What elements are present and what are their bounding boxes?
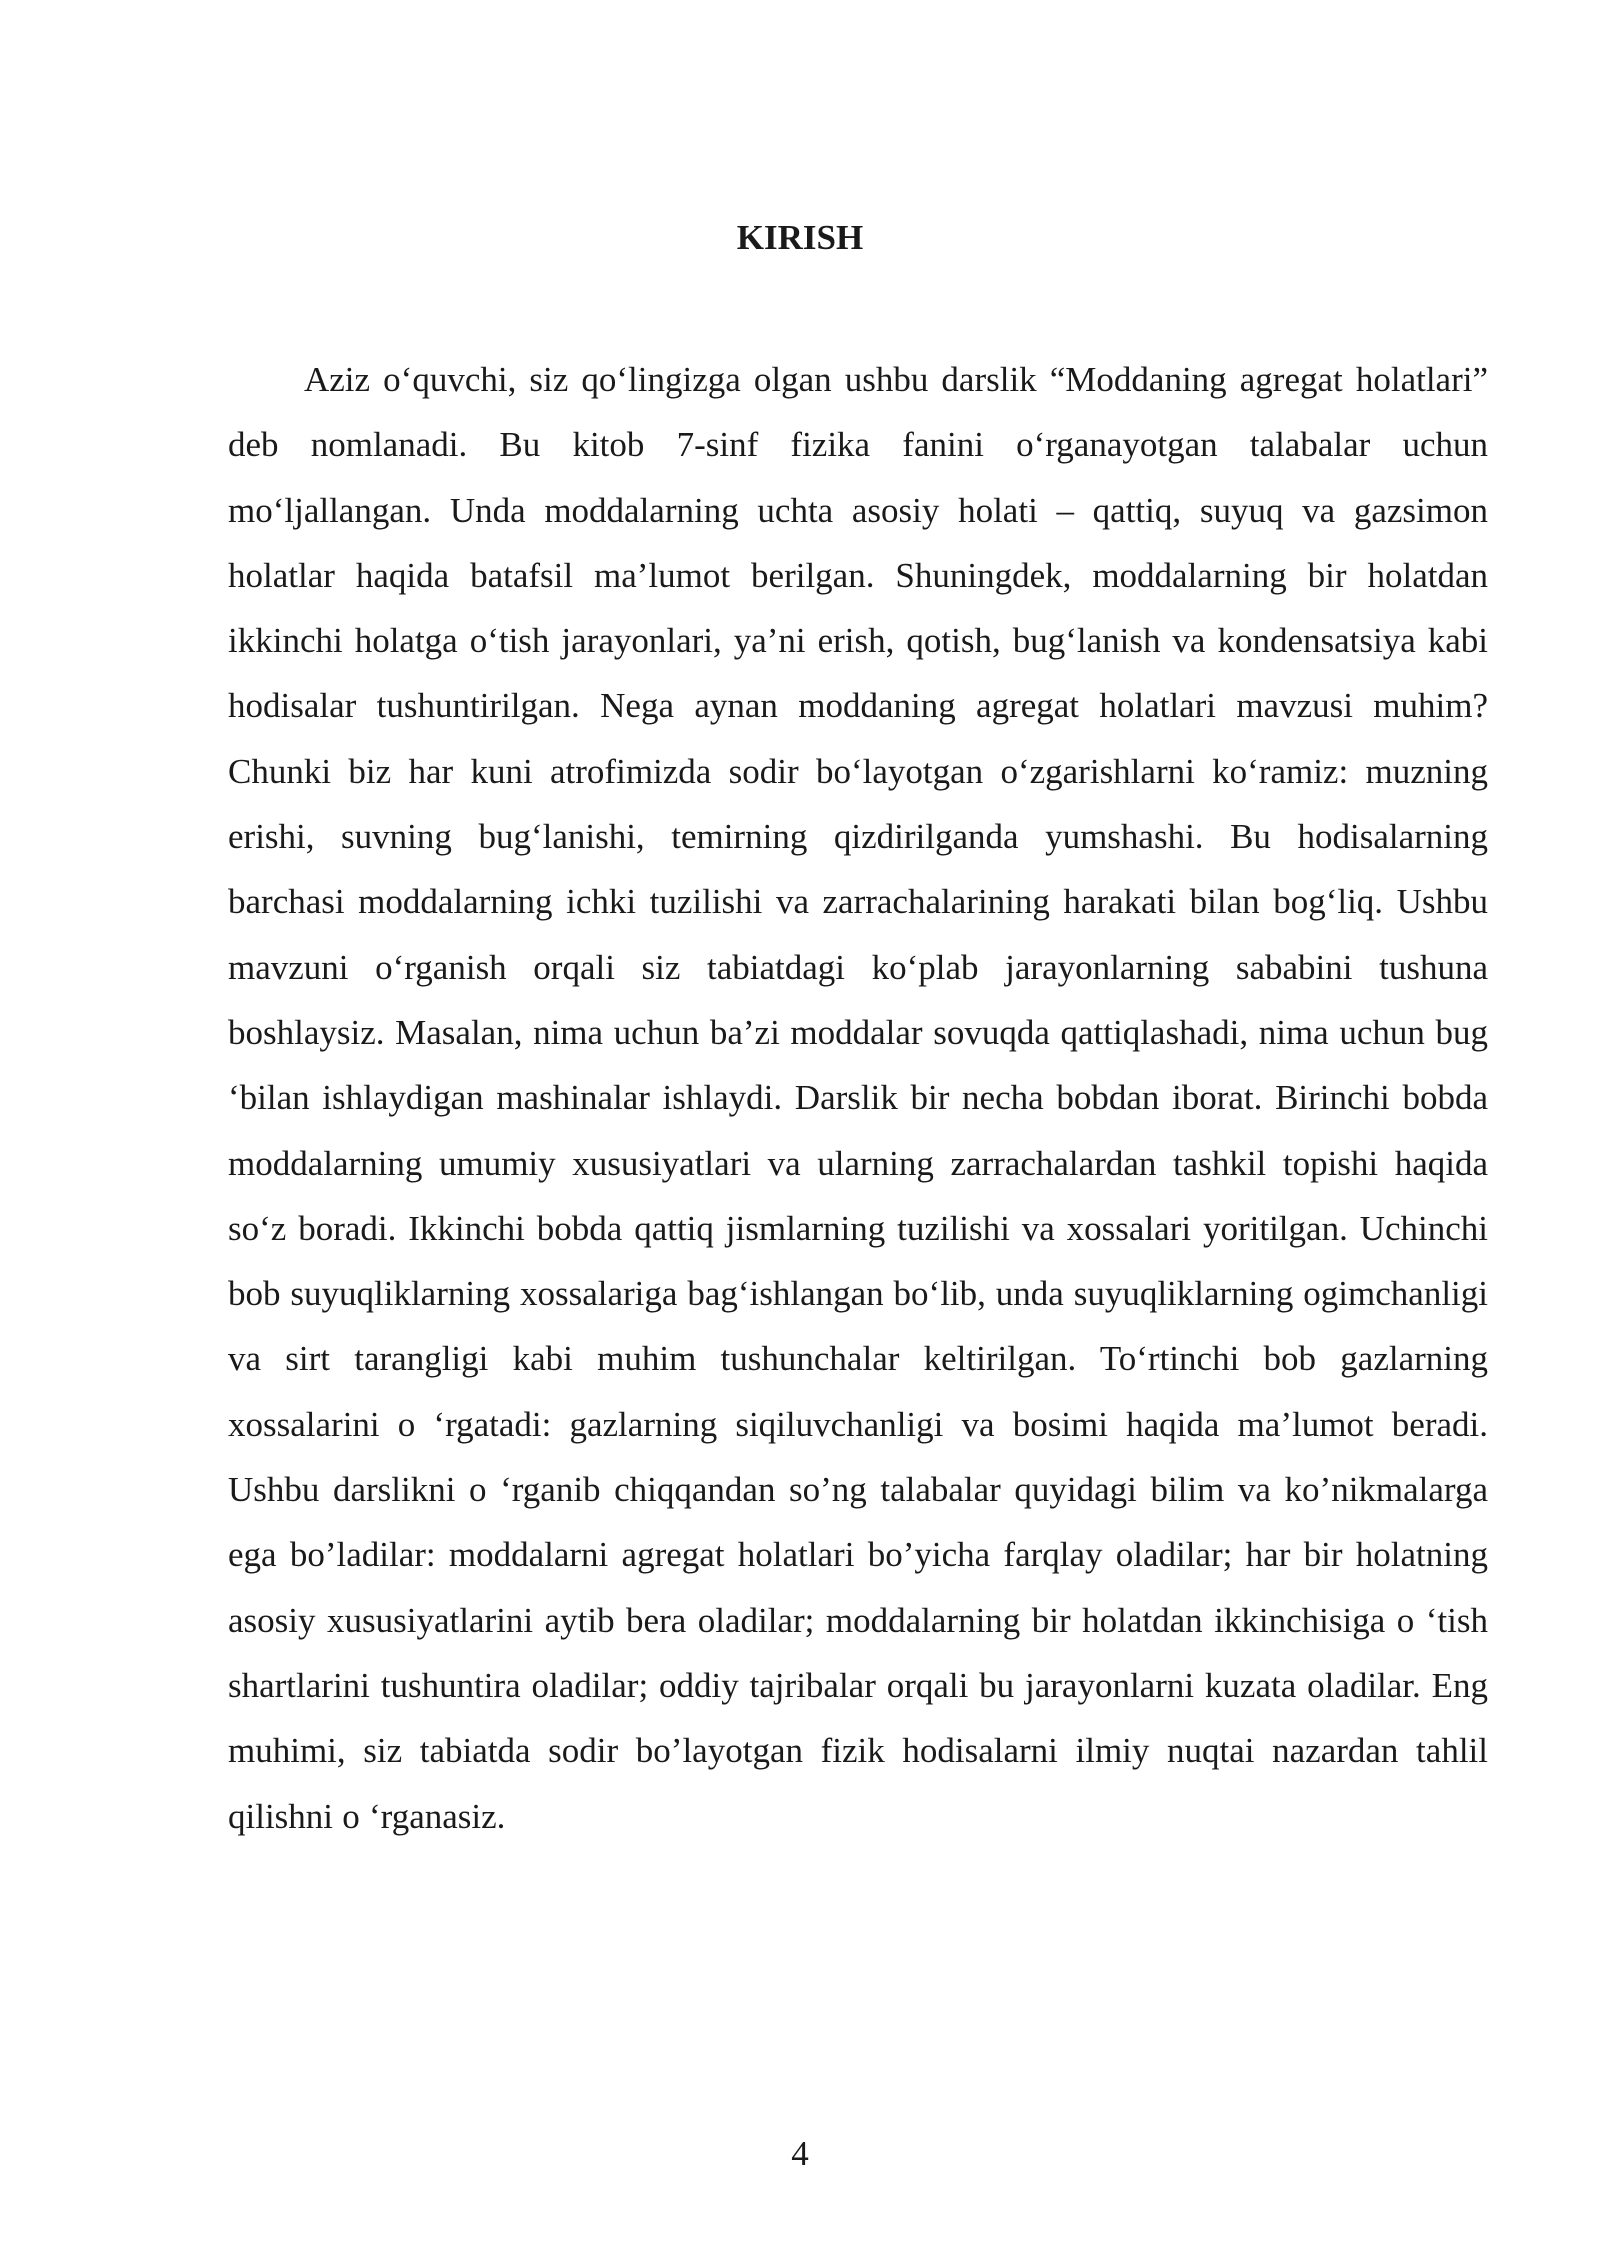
body-paragraph: Aziz o‘quvchi, siz qo‘lingizga olgan ushbu darslik “Moddaning agregat holatlari” deb nomlanadi. Bu kitob 7-sinf fizika fanini o‘rganayotgan talabalar uchun mo‘ljallangan. Unda moddalarning uchta asosiy holati – qattiq, suyuq va gazsimon holatlar haqida batafsil ma’lumot berilgan. Shuningdek, moddalarning bir holatdan ikkinchi holatga o‘tish jarayonlari, ya’ni erish, qotish, bug‘lanish va kondensatsiya kabi hodisalar tushuntirilgan. Nega aynan moddaning agregat holatlari mavzusi muhim? Chunki biz har kuni atrofimizda sodir bo‘layotgan o‘zgarishlarni ko‘ramiz: muzning erishi, suvning bug‘lanishi, temirning qizdirilganda yumshashi. Bu hodisalarning barchasi moddalarning ichki tuzilishi va zarrachalarining harakati bilan bog‘liq. Ushbu mavzuni o‘rganish orqali siz tabiatdagi ko‘plab jarayonlarning sababini tushuna boshlaysiz. Masalan, nima uchun ba’zi moddalar sovuqda qattiqlashadi, nima uchun bug ‘bilan ishlaydigan mashinalar ishlaydi. Darslik bir necha bobdan iborat. Birinchi bobda moddalarning umumiy xususiyatlari va ularning zarrachalardan tashkil topishi haqida so‘z boradi. Ikkinchi bobda qattiq jismlarning tuzilishi va xossalari yoritilgan. Uchinchi bob suyuqliklarning xossalariga bag‘ishlangan bo‘lib, unda suyuqliklarning ogimchanligi va sirt tarangligi kabi muhim tushunchalar keltirilgan. To‘rtinchi bob gazlarning xossalarini o ‘rgatadi: gazlarning siqiluvchanligi va bosimi haqida ma’lumot beradi. Ushbu darslikni o ‘rganib chiqqandan so’ng talabalar quyidagi bilim va ko’nikmalarga ega bo’ladilar: moddalarni agregat holatlari bo’yicha farqlay oladilar; har bir holatning asosiy xususiyatlarini aytib bera oladilar; moddalarning bir holatdan ikkinchisiga o ‘tish shartlarini tushuntira oladilar; oddiy tajribalar orqali bu jarayonlarni kuzata oladilar. Eng muhimi, siz tabiatda sodir bo’layotgan fizik hodisalarni ilmiy nuqtai nazardan tahlil qilishni o ‘rganasiz. (228, 360, 1488, 1836)
section-heading: KIRISH (736, 218, 864, 257)
page-number: 4 (791, 2134, 809, 2173)
